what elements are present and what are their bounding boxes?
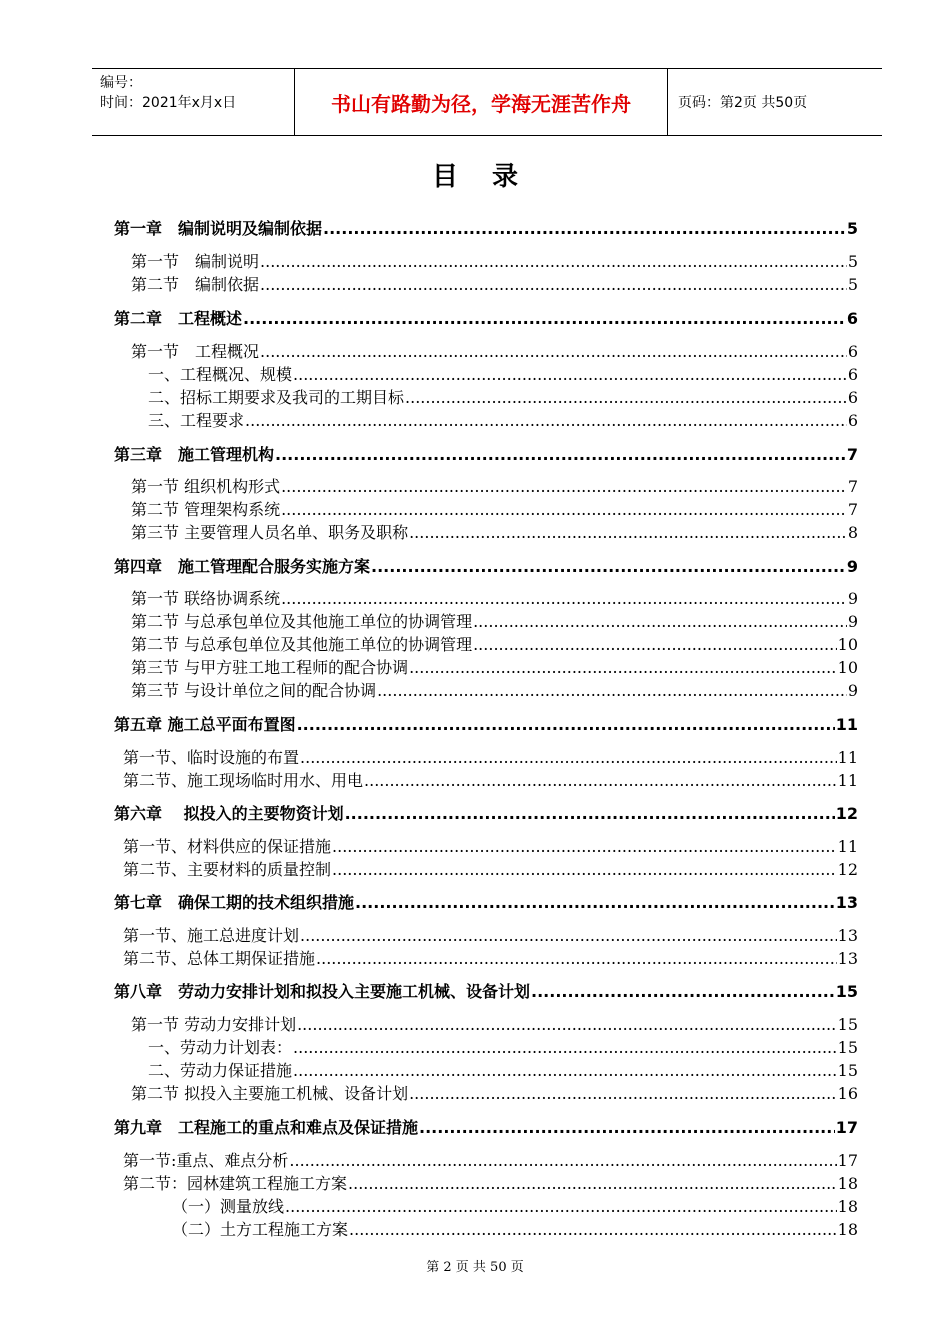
toc-leader-dots (405, 387, 847, 409)
toc-leader-dots (332, 859, 837, 881)
toc-entry-label: 第二节：园林建筑工程施工方案 (123, 1174, 348, 1193)
toc-page-number: 5 (846, 219, 858, 238)
toc-entry-row (131, 522, 858, 544)
toc-leader-dots (260, 341, 847, 363)
toc-entry-row (148, 387, 858, 409)
toc-entry-label: 第二节、总体工期保证措施 (123, 949, 316, 968)
toc-page-number: 15 (837, 1038, 858, 1057)
toc-leader-dots (281, 476, 847, 498)
toc-entry-label: 第三章 施工管理机构 (114, 445, 275, 464)
toc-chapter-row (114, 556, 858, 578)
toc-page-number: 5 (847, 275, 858, 294)
header-page-info: 页码：第2页 共50页 (678, 95, 808, 111)
toc-leader-dots (531, 981, 835, 1003)
toc-page-number: 15 (837, 1061, 858, 1080)
toc-page-number: 6 (847, 365, 858, 384)
page-footer: 第 2 页 共 50 页 (426, 1260, 524, 1275)
toc-leader-dots (300, 747, 837, 769)
toc-entry-row (148, 410, 858, 432)
toc-entry-row (148, 1060, 858, 1082)
toc-leader-dots (332, 836, 837, 858)
toc-entry-label: 第一节、材料供应的保证措施 (123, 837, 332, 856)
toc-leader-dots (323, 218, 846, 240)
toc-entry-label: 第三节 与甲方驻工地工程师的配合协调 (131, 658, 409, 677)
toc-entry-label: 第一节 工程概况 (131, 342, 260, 361)
toc-entry-label: 第四章 施工管理配合服务实施方案 (114, 557, 371, 576)
toc-entry-label: 第二章 工程概述 (114, 309, 243, 328)
toc-page-number: 13 (835, 893, 858, 912)
toc-leader-dots (473, 634, 837, 656)
toc-leader-dots (409, 657, 837, 679)
toc-page-number: 7 (846, 445, 858, 464)
toc-entry-label: 第一节 组织机构形式 (131, 477, 281, 496)
doc-time-label: 时间：2021年x月x日 (100, 95, 237, 111)
toc-leader-dots (364, 770, 837, 792)
toc-entry-row (123, 1173, 858, 1195)
toc-entry-label: 三、工程要求 (148, 411, 245, 430)
header-left-cell (92, 69, 294, 135)
toc-leader-dots (377, 680, 847, 702)
toc-chapter-row (114, 803, 858, 825)
toc-entry-row (131, 251, 858, 273)
toc-page-number: 9 (847, 681, 858, 700)
toc-page-number: 11 (835, 715, 858, 734)
toc-page-number: 6 (847, 342, 858, 361)
toc-page-number: 17 (837, 1151, 858, 1170)
toc-entry-label: 第一章 编制说明及编制依据 (114, 219, 323, 238)
toc-page-number: 18 (837, 1174, 858, 1193)
toc-entry-label: 第九章 工程施工的重点和难点及保证措施 (114, 1118, 419, 1137)
toc-chapter-row (114, 892, 858, 914)
toc-entry-label: 第三节 主要管理人员名单、职务及职称 (131, 523, 409, 542)
toc-entry-label: 第二节 管理架构系统 (131, 500, 281, 519)
toc-entry-label: 二、招标工期要求及我司的工期目标 (148, 388, 405, 407)
toc-entry-label: 第二节 与总承包单位及其他施工单位的协调管理 (131, 635, 473, 654)
toc-entry-row (131, 680, 858, 702)
toc-leader-dots (293, 1037, 837, 1059)
toc-entry-label: 第三节 与设计单位之间的配合协调 (131, 681, 377, 700)
toc-entry-row (131, 657, 858, 679)
toc-entry-label: 第六章 拟投入的主要物资计划 (114, 804, 344, 823)
toc-leader-dots (348, 1173, 837, 1195)
toc-entry-row (131, 634, 858, 656)
toc-entry-label: （一）测量放线 (172, 1197, 285, 1216)
toc-page-number: 9 (846, 557, 858, 576)
toc-page-number: 17 (835, 1118, 858, 1137)
toc-entry-label: （二）土方工程施工方案 (172, 1220, 349, 1239)
toc-entry-row (123, 770, 858, 792)
toc-entry-row (131, 1083, 858, 1105)
toc-leader-dots (285, 1196, 837, 1218)
toc-entry-row (172, 1196, 858, 1218)
toc-leader-dots (419, 1117, 835, 1139)
toc-entry-label: 第二节 拟投入主要施工机械、设备计划 (131, 1084, 409, 1103)
toc-chapter-row (114, 444, 858, 466)
toc-entry-label: 一、工程概况、规模 (148, 365, 293, 384)
toc-chapter-row (114, 981, 858, 1003)
toc-page-number: 9 (847, 589, 858, 608)
toc-entry-row (131, 611, 858, 633)
toc-page-number: 9 (847, 612, 858, 631)
toc-leader-dots (345, 803, 835, 825)
toc-entry-row (123, 948, 858, 970)
page-header (92, 68, 882, 136)
toc-entry-row (123, 859, 858, 881)
toc-entry-row (131, 274, 858, 296)
toc-page-number: 11 (837, 771, 858, 790)
toc-leader-dots (300, 925, 837, 947)
toc-leader-dots (293, 1060, 837, 1082)
toc-chapter-row (114, 308, 858, 330)
toc-leader-dots (316, 948, 837, 970)
toc-entry-label: 第一节:重点、难点分析 (123, 1151, 289, 1170)
toc-leader-dots (293, 364, 847, 386)
toc-entry-row (148, 1037, 858, 1059)
toc-leader-dots (297, 714, 835, 736)
toc-page-number: 12 (835, 804, 858, 823)
toc-entry-label: 第一节、临时设施的布置 (123, 748, 300, 767)
toc-entry-label: 第一节 编制说明 (131, 252, 260, 271)
toc-page-number: 18 (837, 1197, 858, 1216)
toc-page-number: 6 (847, 388, 858, 407)
toc-entry-label: 第二节 编制依据 (131, 275, 260, 294)
toc-entry-label: 二、劳动力保证措施 (148, 1061, 293, 1080)
toc-entry-label: 第一节 劳动力安排计划 (131, 1015, 297, 1034)
toc-entry-row (172, 1219, 858, 1241)
toc-entry-row (131, 588, 858, 610)
toc-leader-dots (289, 1150, 836, 1172)
toc-entry-label: 第二节、主要材料的质量控制 (123, 860, 332, 879)
toc-page-number: 15 (835, 982, 858, 1001)
toc-entry-row (131, 341, 858, 363)
header-motto: 书山有路勤为径，学海无涯苦作舟 (294, 69, 668, 135)
toc-page-number: 8 (847, 523, 858, 542)
toc-entry-row (123, 1150, 858, 1172)
toc-entry-label: 第二节 与总承包单位及其他施工单位的协调管理 (131, 612, 473, 631)
toc-entry-row (131, 499, 858, 521)
toc-page-number: 15 (837, 1015, 858, 1034)
toc-leader-dots (473, 611, 847, 633)
toc-leader-dots (260, 251, 847, 273)
toc-leader-dots (355, 892, 835, 914)
toc-page-number: 5 (847, 252, 858, 271)
toc-page-number: 16 (837, 1084, 858, 1103)
toc-leader-dots (297, 1014, 837, 1036)
toc-entry-row (123, 925, 858, 947)
toc-entry-label: 第五章 施工总平面布置图 (114, 715, 296, 734)
toc-page-number: 18 (837, 1220, 858, 1239)
toc-chapter-row (114, 218, 858, 240)
toc-page-number: 12 (837, 860, 858, 879)
toc-page-number: 10 (837, 635, 858, 654)
toc-entry-label: 第一节、施工总进度计划 (123, 926, 300, 945)
toc-chapter-row (114, 714, 858, 736)
toc-entry-row (123, 747, 858, 769)
toc-page-number: 6 (846, 309, 858, 328)
page-title: 目录 (431, 162, 552, 192)
toc-entry-row (123, 836, 858, 858)
toc-leader-dots (260, 274, 847, 296)
toc-page-number: 11 (837, 837, 858, 856)
toc-leader-dots (275, 444, 846, 466)
toc-page-number: 13 (837, 926, 858, 945)
toc-leader-dots (409, 1083, 837, 1105)
toc-entry-label: 一、劳动力计划表： (148, 1038, 293, 1057)
toc-page-number: 10 (837, 658, 858, 677)
toc-leader-dots (281, 588, 847, 610)
toc-page-number: 7 (847, 477, 858, 496)
toc-leader-dots (371, 556, 846, 578)
toc-entry-row (148, 364, 858, 386)
toc-chapter-row (114, 1117, 858, 1139)
toc-page-number: 13 (837, 949, 858, 968)
toc-entry-label: 第一节 联络协调系统 (131, 589, 281, 608)
toc-page-number: 6 (847, 411, 858, 430)
toc-page-number: 11 (837, 748, 858, 767)
toc-leader-dots (349, 1219, 837, 1241)
toc-leader-dots (243, 308, 846, 330)
toc-entry-row (131, 476, 858, 498)
toc-entry-label: 第八章 劳动力安排计划和拟投入主要施工机械、设备计划 (114, 982, 531, 1001)
toc-page-number: 7 (847, 500, 858, 519)
toc-entry-row (131, 1014, 858, 1036)
toc-entry-label: 第二节、施工现场临时用水、用电 (123, 771, 364, 790)
toc-entry-label: 第七章 确保工期的技术组织措施 (114, 893, 355, 912)
toc-leader-dots (245, 410, 847, 432)
toc-leader-dots (281, 499, 847, 521)
doc-id-label: 编号： (100, 75, 142, 91)
toc-leader-dots (409, 522, 847, 544)
